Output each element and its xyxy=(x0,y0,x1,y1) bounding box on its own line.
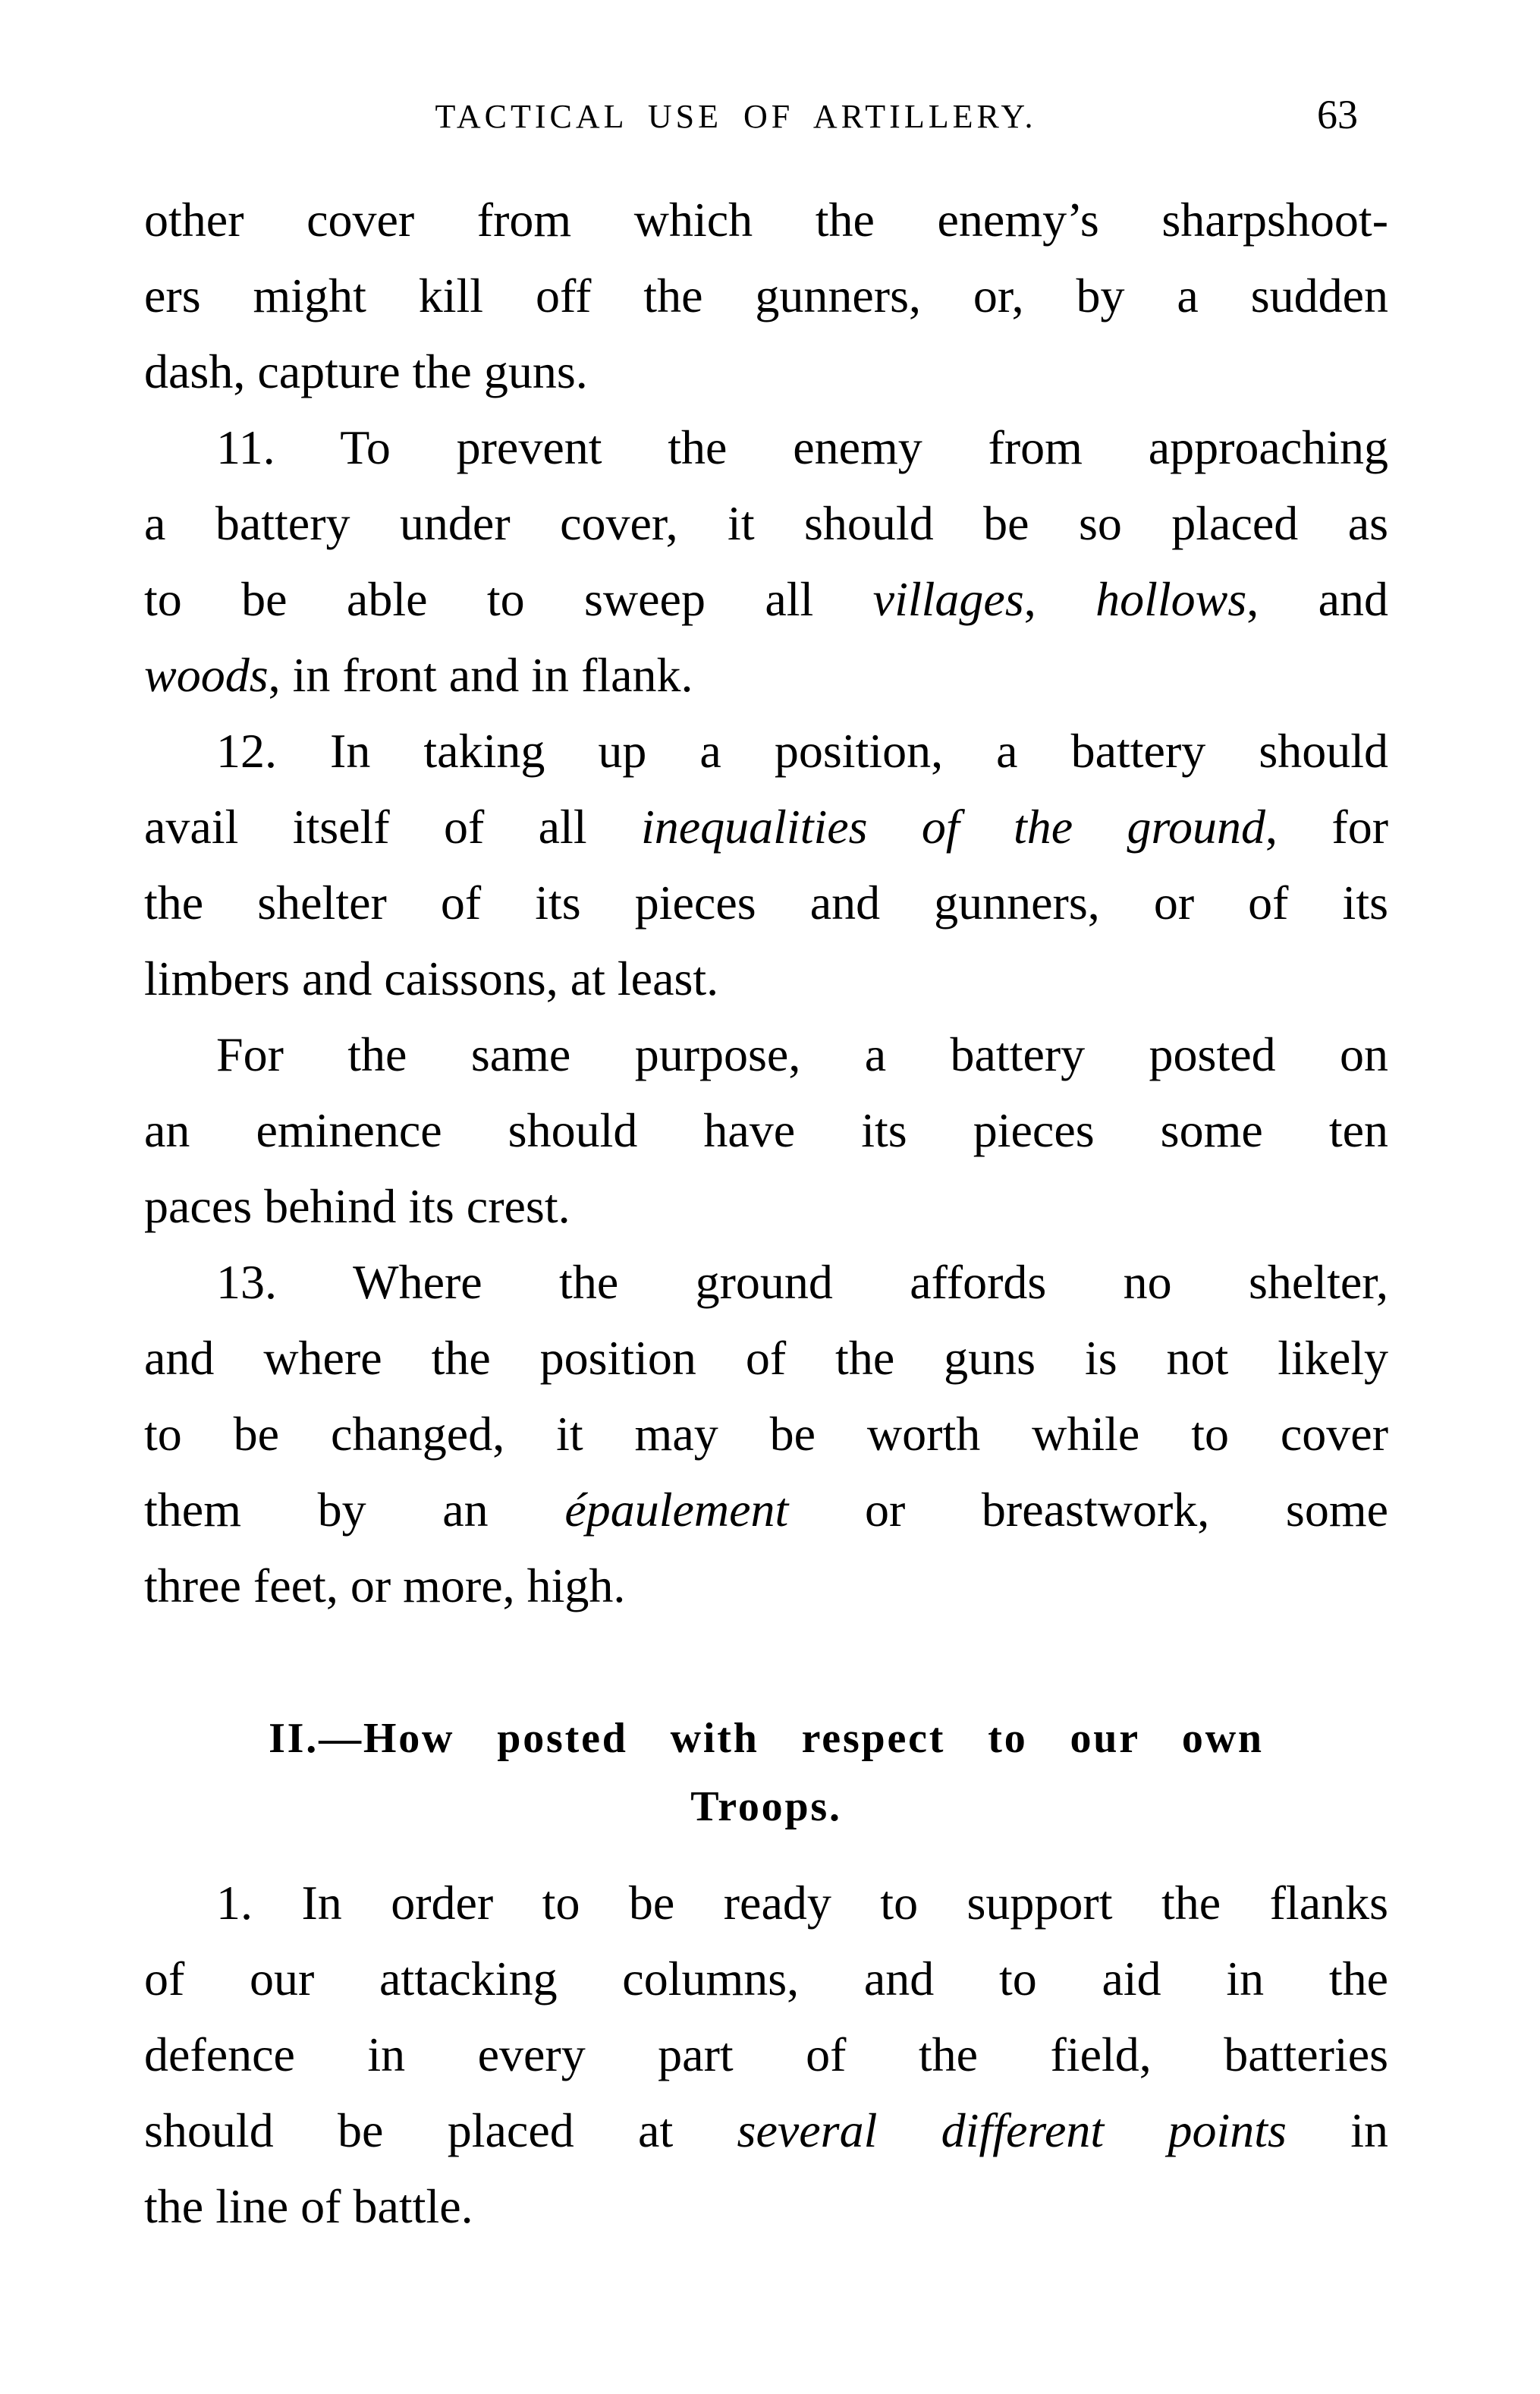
text-line: them by an épaulement or breastwork, some xyxy=(144,1483,1388,1537)
text-line: 1. In order to be ready to support the flanks xyxy=(216,1876,1388,1930)
text-line: avail itself of all inequalities of the ground, for xyxy=(144,800,1388,854)
paragraph-1 xyxy=(144,1865,1388,2245)
text-line: the shelter of its pieces and gunners, or of its xyxy=(144,876,1388,930)
text-line: 12. In taking up a position, a battery should xyxy=(216,724,1388,778)
text-line: the line of battle. xyxy=(144,2179,473,2233)
text-block xyxy=(144,0,1388,2394)
text-line: paces behind its crest. xyxy=(144,1179,570,1233)
running-title: TACTICAL USE OF ARTILLERY. xyxy=(435,98,1037,135)
body-text-continued xyxy=(144,1865,1388,2245)
text-line: woods, in front and in flank. xyxy=(144,648,693,702)
text-line: and where the position of the guns is not likely xyxy=(144,1331,1388,1385)
text-line: a battery under cover, it should be so placed as xyxy=(144,496,1388,550)
paragraph-13 xyxy=(144,1244,1388,1624)
page-number: 63 xyxy=(1317,92,1358,137)
text-line: other cover from which the enemy’s sharpshoot- xyxy=(144,193,1388,247)
paragraph-continuation xyxy=(144,182,1388,410)
text-line: to be able to sweep all villages, hollows, and xyxy=(144,572,1389,626)
body-text xyxy=(144,182,1388,1624)
text-line: three feet, or more, high. xyxy=(144,1559,626,1612)
section-heading-line-2: Troops. xyxy=(690,1783,842,1830)
section-heading xyxy=(144,1704,1388,1841)
italic-term: several different points xyxy=(737,2103,1287,2157)
text-line: dash, capture the guns. xyxy=(144,344,588,398)
paragraph-12 xyxy=(144,713,1388,1017)
italic-term: inequalities of the ground xyxy=(640,800,1266,854)
text-line: of our attacking columns, and to aid in the xyxy=(144,1952,1388,2005)
text-line: 11. To prevent the enemy from approaching xyxy=(216,420,1388,474)
italic-term: hollows xyxy=(1095,572,1247,626)
page-header xyxy=(144,92,1388,150)
paragraph-11 xyxy=(144,410,1388,713)
paragraph-same-purpose xyxy=(144,1017,1388,1244)
italic-term: épaulement xyxy=(564,1483,789,1537)
section-heading-line-1: II.—How posted with respect to our own xyxy=(269,1715,1264,1762)
text-line: to be changed, it may be worth while to cover xyxy=(144,1407,1388,1461)
text-line: defence in every part of the field, batteries xyxy=(144,2028,1388,2081)
text-line: 13. Where the ground affords no shelter, xyxy=(216,1255,1388,1309)
text-line: ers might kill off the gunners, or, by a sudden xyxy=(144,269,1388,322)
italic-term: villages xyxy=(872,572,1024,626)
text-line: should be placed at several different points in xyxy=(144,2103,1388,2157)
text-line: an eminence should have its pieces some ten xyxy=(144,1103,1388,1157)
italic-term: woods xyxy=(144,648,269,702)
text-line: For the same purpose, a battery posted on xyxy=(216,1027,1388,1081)
text-line: limbers and caissons, at least. xyxy=(144,952,719,1005)
